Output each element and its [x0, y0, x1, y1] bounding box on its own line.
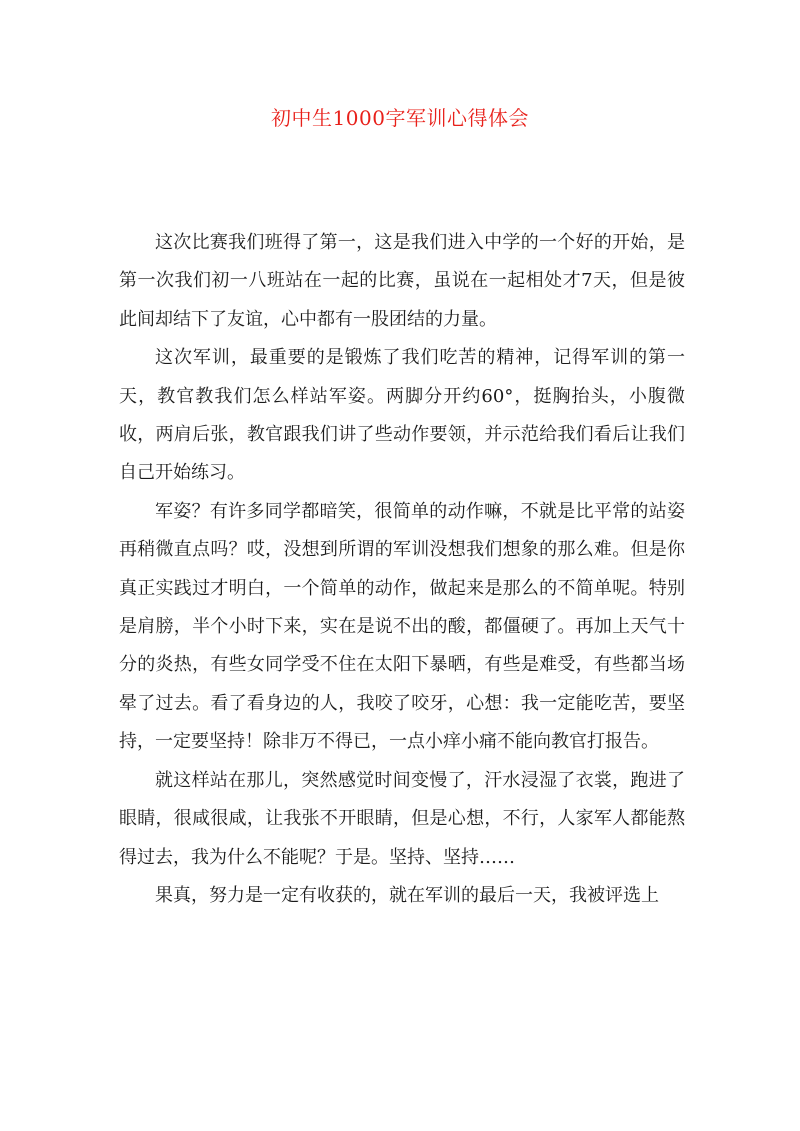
document-body — [119, 224, 685, 915]
paragraph: 这次军训，最重要的是锻炼了我们吃苦的精神，记得军训的第一天，教官教我们怎么样站军姿。两脚分开约60°，挺胸抬头，小腹微收，两肩后张，教官跟我们讲了些动作要领，并示范给我们看后让我们自己开始练习。 — [119, 347, 685, 484]
paragraph: 这次比赛我们班得了第一，这是我们进入中学的一个好的开始，是第一次我们初一八班站在一起的比赛，虽说在一起相处才7天，但是彼此间却结下了友谊，心中都有一股团结的力量。 — [119, 232, 685, 330]
paragraph: 军姿？有许多同学都暗笑，很简单的动作嘛，不就是比平常的站姿再稍微直点吗？哎，没想到所谓的军训没想我们想象的那么难。但是你真正实践过才明白，一个简单的动作，做起来是那么的不简单呢。特别是肩膀，半个小时下来，实在是说不出的酸，都僵硬了。再加上天气十分的炎热，有些女同学受不住在太阳下暴晒，有些是难受，有些都当场晕了过去。看了看身边的人，我咬了咬牙，心想：我一定能吃苦，要坚持，一定要坚持！除非万不得已，一点小痒小痛不能向教官打报告。 — [119, 500, 685, 753]
document-title: 初中生1000字军训心得体会 — [271, 106, 529, 130]
paragraph: 就这样站在那儿，突然感觉时间变慢了，汗水浸湿了衣裳，跑进了眼睛，很咸很咸，让我张不开眼睛，但是心想，不行，人家军人都能熬得过去，我为什么不能呢？于是。坚持、坚持…… — [119, 769, 685, 868]
paragraph: 果真，努力是一定有收获的，就在军训的最后一天，我被评选上 — [155, 884, 659, 906]
